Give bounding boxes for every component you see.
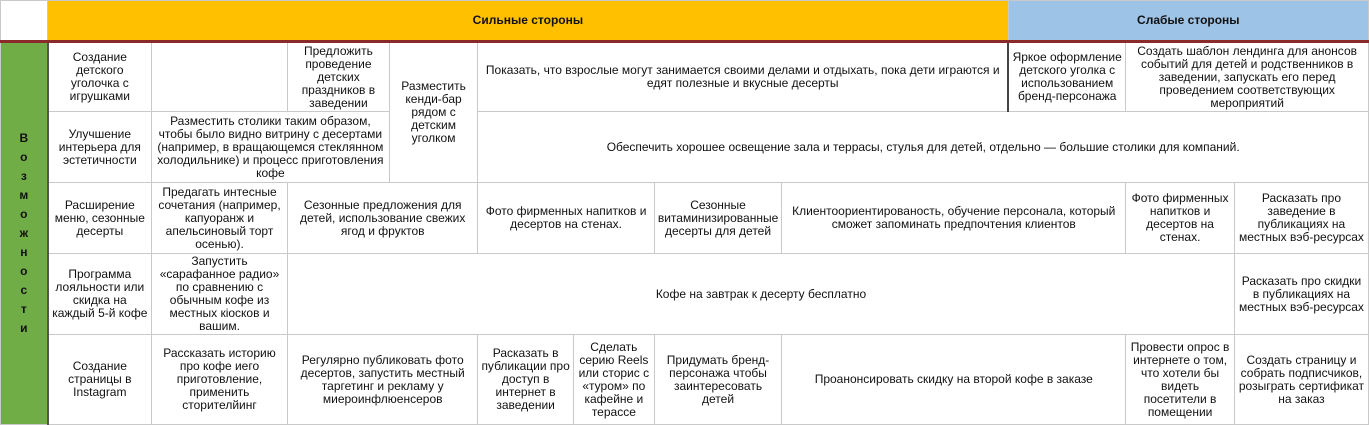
cell-giveaway[interactable]: Создать страницу и собрать подписчиков, розыграть сертификат на заказ xyxy=(1234,335,1368,425)
opportunities-side-label[interactable] xyxy=(1,42,48,425)
cell-bright-kids-corner[interactable]: Яркое оформление детского уголка с использованием бренд-персонажа xyxy=(1008,42,1126,112)
cell-storytelling[interactable]: Рассказать историю про кофе иего приготовление, применить сторителйинг xyxy=(151,335,287,425)
weaknesses-header[interactable]: Слабые стороны xyxy=(1008,1,1368,42)
cell-kids-parties[interactable]: Предложить проведение детских праздников в заведении xyxy=(288,42,390,112)
side-label-letter: н xyxy=(20,245,28,259)
cell-candy-bar[interactable]: Разместить кенди-бар рядом с детским уголком xyxy=(389,42,478,183)
cell-combos[interactable]: Предагать интесные сочетания (например, капуоранж и апельсиновый торт осенью). xyxy=(151,183,287,254)
cell-brand-character[interactable]: Придумать бренд-персонажа чтобы заинтересовать детей xyxy=(654,335,781,425)
cell-client-focus[interactable]: Клиентоориентированость, обучение персонала, который сможет запоминать предпочтения клиентов xyxy=(782,183,1126,254)
opportunities-vertical-text xyxy=(4,131,44,336)
side-label-letter: ж xyxy=(19,226,29,240)
cell-second-coffee[interactable]: Проанонсировать скидку на второй кофе в заказе xyxy=(782,335,1126,425)
table-row xyxy=(1,335,1369,425)
table-row xyxy=(1,42,1369,112)
side-label-letter: з xyxy=(20,169,27,183)
cell-discount-publications[interactable]: Расказать про скидки в публикациях на местных вэб-ресурсах xyxy=(1234,254,1368,335)
cell-reels[interactable]: Сделать серию Reels или сторис с «туром» по кафейне и терассе xyxy=(573,335,654,425)
cell-regular-posts[interactable]: Регулярно публиковать фото десертов, запустить местный таргетинг и рекламу у миероинфлюенсеров xyxy=(288,335,478,425)
cell-wifi-post[interactable]: Расказать в публикации про доступ в интернет в заведении xyxy=(478,335,574,425)
cell-local-publications[interactable]: Расказать про заведение в публикациях на местных вэб-ресурсах xyxy=(1234,183,1368,254)
cell-vitamin-desserts[interactable]: Сезонные витаминизированные десерты для детей xyxy=(654,183,781,254)
cell-instagram[interactable]: Создание страницы в Instagram xyxy=(48,335,152,425)
side-label-letter: В xyxy=(19,131,29,145)
side-label-letter: и xyxy=(20,321,28,335)
side-label-letter: о xyxy=(20,264,28,278)
header-row xyxy=(1,1,1369,42)
cell-photo-walls-weak[interactable]: Фото фирменных напитков и десертов на стенах. xyxy=(1126,183,1235,254)
side-label-letter: с xyxy=(20,283,28,297)
cell-free-coffee[interactable]: Кофе на завтрак к десерту бесплатно xyxy=(288,254,1235,335)
side-label-letter: о xyxy=(20,150,28,164)
side-label-letter: о xyxy=(20,207,28,221)
cell-adults-relax[interactable]: Показать, что взрослые могут занимается своими делами и отдыхать, пока дети играются и едят полезные и вкусные десерты xyxy=(478,42,1008,112)
table-row xyxy=(1,254,1369,335)
table-row xyxy=(1,112,1369,183)
cell-photo-walls[interactable]: Фото фирменных напитков и десертов на стенах. xyxy=(478,183,654,254)
cell-landing-template[interactable]: Создать шаблон лендинга для анонсов событий для детей и родственников в заведении, запускать его перед проведением соответствующих мероприятий xyxy=(1126,42,1369,112)
cell-survey[interactable]: Провести опрос в интернете о том, что хотели бы видеть посетители в помещении xyxy=(1126,335,1235,425)
cell-interior[interactable]: Улучшение интерьера для эстетичности xyxy=(48,112,152,183)
cell-tables-showcase[interactable]: Разместить столики таким образом, чтобы было видно витрину с десертами (например, в вращающемся стеклянном холодильнике) и процесс приготовления кофе xyxy=(151,112,389,183)
cell-empty[interactable] xyxy=(151,42,287,112)
cell-loyalty[interactable]: Программа лояльности или скидка на каждый 5-й кофе xyxy=(48,254,152,335)
side-label-letter: т xyxy=(20,302,27,316)
cell-kids-corner[interactable]: Создание детского уголочка с игрушками xyxy=(48,42,152,112)
cell-word-of-mouth[interactable]: Запустить «сарафанное радио» по сравнению с обычным кофе из местных кіосков и вашим. xyxy=(151,254,287,335)
cell-menu-expansion[interactable]: Расширение меню, сезонные десерты xyxy=(48,183,152,254)
corner-cell[interactable] xyxy=(1,1,48,42)
side-label-letter: м xyxy=(19,188,29,202)
cell-lighting[interactable]: Обеспечить хорошее освещение зала и террасы, стулья для детей, отдельно — большие столики для компаний. xyxy=(478,112,1369,183)
cell-seasonal-kids[interactable]: Сезонные предложения для детей, использование свежих ягод и фруктов xyxy=(288,183,478,254)
table-row xyxy=(1,183,1369,254)
strengths-header[interactable]: Сильные стороны xyxy=(48,1,1008,42)
